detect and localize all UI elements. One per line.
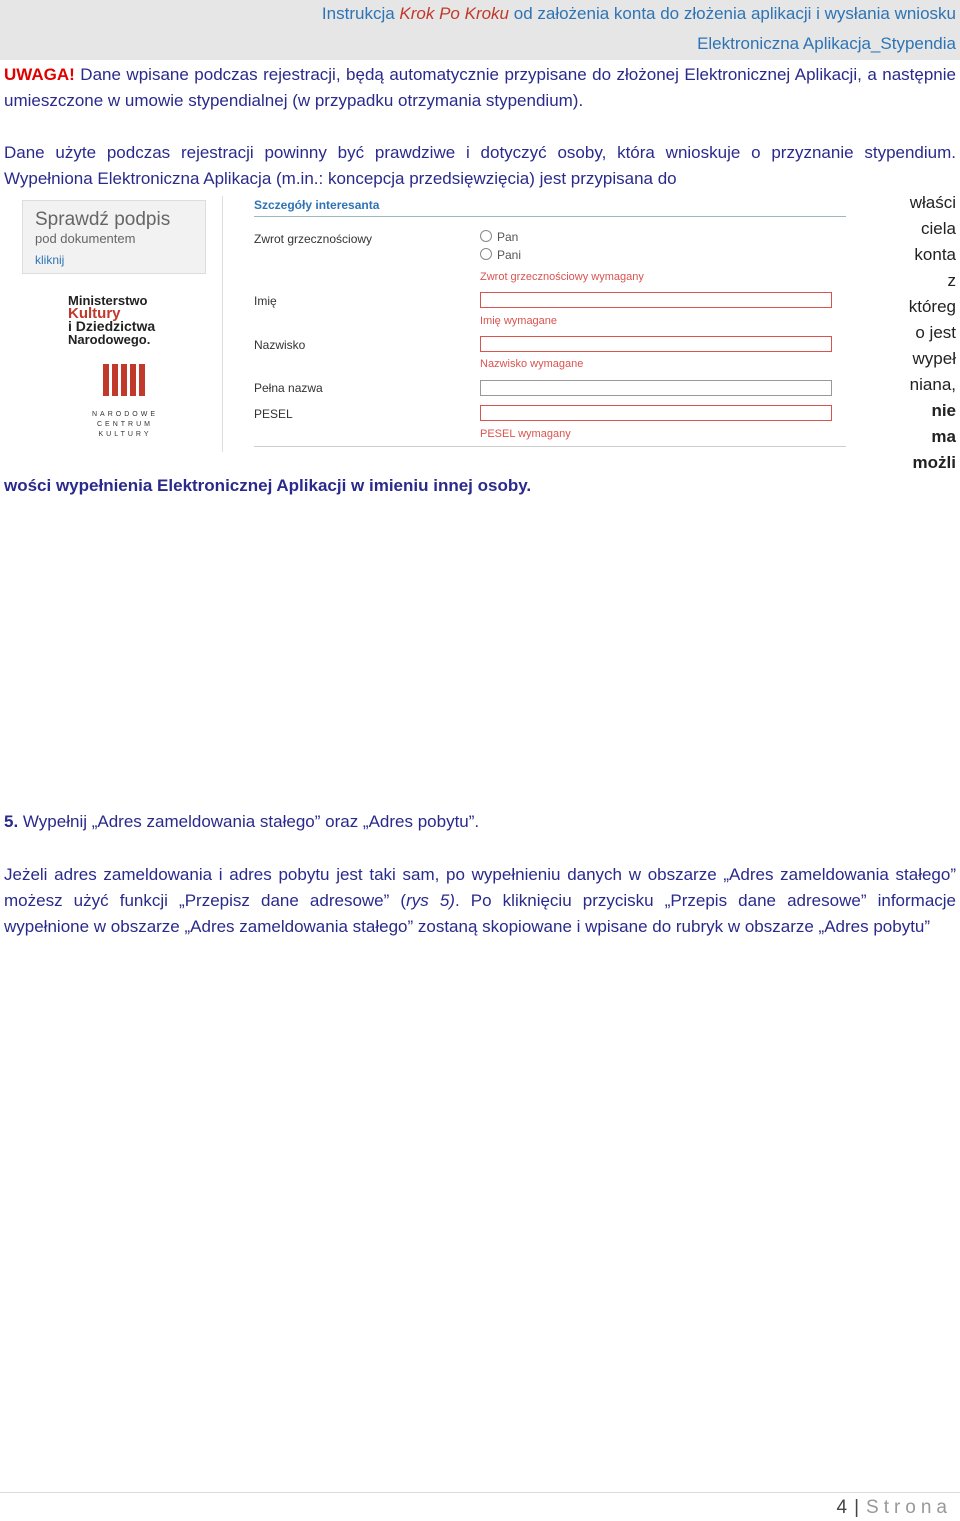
name-error: Imię wymagane (480, 315, 558, 327)
crown-icon (103, 364, 147, 396)
surname-label: Nazwisko (254, 338, 306, 352)
ministry-logo: Ministerstwo Kultury i Dziedzictwa Narodowego. (68, 293, 156, 347)
warning-label: UWAGA! (4, 65, 75, 84)
section-heading: 5. Wypełnij „Adres zameldowania stałego” oraz „Adres pobytu”. (4, 812, 480, 831)
address-paragraph: Jeżeli adres zameldowania i adres pobytu jest taki sam, po wypełnieniu danych w obszarze „Adres zameldowania stałego” możesz użyć funkcji „Przepisz dane adresowe” (rys 5). Po kliknięciu przycisku „Przepis dane adresowe” informacje wypełnione w obszarze „Adres zameldowania stałego” zostaną skopiowane i wpisane do rubryk w obszarze „Adres pobytu” (4, 865, 957, 936)
page-footer: 4 | Strona (836, 1497, 952, 1518)
salutation-error: Zwrot grzecznościowy wymagany (480, 271, 644, 283)
name-label: Imię (254, 294, 277, 308)
warning-paragraph: UWAGA! Dane wpisane podczas rejestracji, będą automatycznie przypisane do złożonej Elektronicznej Aplikacji, a następnie umieszczone w umowie stypendialnej (w przypadku otrzymania stypendium). (4, 65, 956, 110)
page-number: 4 (836, 1497, 849, 1518)
nck-logo: NARODOWE CENTRUM KULTURY (90, 364, 160, 444)
verify-signature-logo: Sprawdź podpis pod dokumentem kliknij (22, 200, 206, 274)
salutation-label: Zwrot grzecznościowy (254, 232, 373, 246)
page-header (0, 0, 960, 60)
radio-pan[interactable]: Pan (480, 230, 518, 244)
pesel-label: PESEL (254, 407, 293, 421)
fullname-input[interactable] (480, 380, 832, 396)
registration-form-screenshot (14, 196, 870, 452)
header-title: Instrukcja Krok Po Kroku od założenia konta do złożenia aplikacji i wysłania wniosku (321, 4, 956, 23)
header-subtitle: Elektroniczna Aplikacja_Stypendia (697, 34, 956, 53)
continuation-text: wości wypełnienia Elektronicznej Aplikacji w imieniu innej osoby. (4, 476, 532, 495)
divider (0, 1492, 960, 1493)
surname-input[interactable] (480, 336, 832, 352)
radio-pani[interactable]: Pani (480, 248, 521, 262)
side-text: właści ciela konta z któreg o jest wypeł niana, nie ma możli (908, 193, 956, 472)
pesel-input[interactable] (480, 405, 832, 421)
divider (254, 216, 846, 217)
form-title: Szczegóły interesanta (254, 198, 380, 212)
data-paragraph: Dane użyte podczas rejestracji powinny być prawdziwe i dotyczyć osoby, która wnioskuje o przyznanie stypendium. Wypełniona Elektroniczna Aplikacja (m.in.: koncepcja przedsięwzięcia) jest przypisana do (4, 143, 956, 188)
name-input[interactable] (480, 292, 832, 308)
applicant-form (254, 196, 846, 452)
fullname-label: Pełna nazwa (254, 381, 323, 395)
divider (222, 196, 223, 452)
pesel-error: PESEL wymagany (480, 428, 571, 440)
divider (254, 446, 846, 447)
surname-error: Nazwisko wymagane (480, 358, 584, 370)
